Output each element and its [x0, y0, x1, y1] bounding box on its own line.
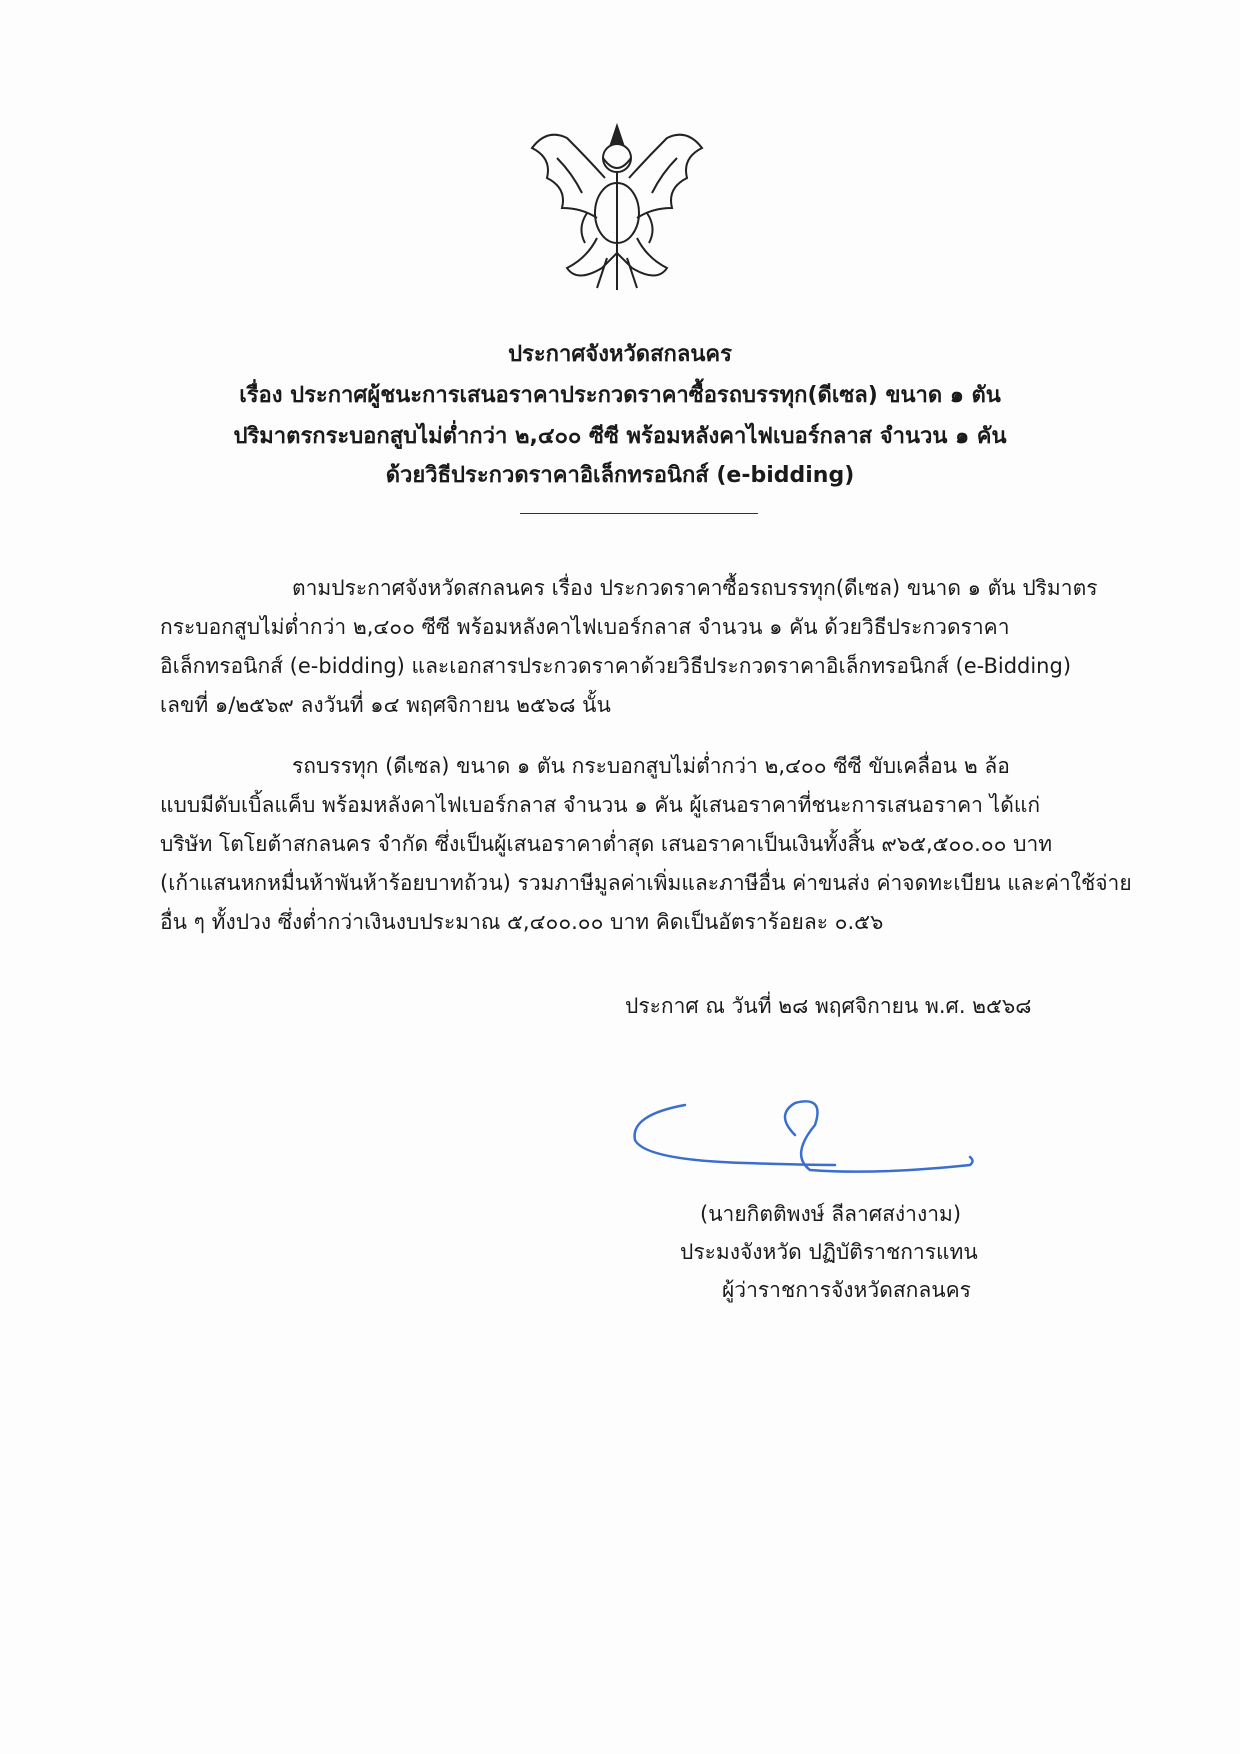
paragraph1-line: กระบอกสูบไม่ต่ำกว่า ๒,๔๐๐ ซีซี พร้อมหลังคาไฟเบอร์กลาส จำนวน ๑ คัน ด้วยวิธีประกวดราคา	[160, 615, 1010, 639]
signatory-on-behalf: ผู้ว่าราชการจังหวัดสกลนคร	[722, 1278, 971, 1302]
signature-icon	[625, 1095, 985, 1195]
subject-line-1: เรื่อง ประกาศผู้ชนะการเสนอราคาประกวดราคาซื้อรถบรรทุก(ดีเซล) ขนาด ๑ ตัน	[239, 383, 1001, 408]
issuer-heading: ประกาศจังหวัดสกลนคร	[508, 342, 732, 367]
subject-line-2: ปริมาตรกระบอกสูบไม่ต่ำกว่า ๒,๔๐๐ ซีซี พร้อมหลังคาไฟเบอร์กลาส จำนวน ๑ คัน	[233, 424, 1007, 449]
signatory-name: (นายกิตติพงษ์ ลีลาศสง่างาม)	[700, 1202, 962, 1226]
signatory-position: ประมงจังหวัด ปฏิบัติราชการแทน	[680, 1240, 978, 1264]
paragraph2-line: บริษัท โตโยต้าสกลนคร จำกัด ซึ่งเป็นผู้เสนอราคาต่ำสุด เสนอราคาเป็นเงินทั้งสิ้น ๙๖๕,๕๐๐.๐๐ บาท	[160, 832, 1053, 856]
paragraph2-line: อื่น ๆ ทั้งปวง ซึ่งต่ำกว่าเงินงบประมาณ ๕,๔๐๐.๐๐ บาท คิดเป็นอัตราร้อยละ ๐.๕๖	[160, 910, 884, 934]
subject-line-3: ด้วยวิธีประกวดราคาอิเล็กทรอนิกส์ (e-bidding)	[385, 463, 855, 488]
paragraph1-line: อิเล็กทรอนิกส์ (e-bidding) และเอกสารประกวดราคาด้วยวิธีประกวดราคาอิเล็กทรอนิกส์ (e-Bidding)	[160, 654, 1072, 678]
paragraph1-line: เลขที่ ๑/๒๕๖๙ ลงวันที่ ๑๔ พฤศจิกายน ๒๕๖๘ นั้น	[160, 693, 611, 717]
paragraph1-line: ตามประกาศจังหวัดสกลนคร เรื่อง ประกวดราคาซื้อรถบรรทุก(ดีเซล) ขนาด ๑ ตัน ปริมาตร	[292, 576, 1098, 600]
divider	[520, 513, 758, 514]
date-line: ประกาศ ณ วันที่ ๒๘ พฤศจิกายน พ.ศ. ๒๕๖๘	[625, 994, 1032, 1018]
paragraph2-line: แบบมีดับเบิ้ลแค็บ พร้อมหลังคาไฟเบอร์กลาส จำนวน ๑ คัน ผู้เสนอราคาที่ชนะการเสนอราคา ได้แก่	[160, 793, 1041, 817]
paragraph2-line: รถบรรทุก (ดีเซล) ขนาด ๑ ตัน กระบอกสูบไม่ต่ำกว่า ๒,๔๐๐ ซีซี ขับเคลื่อน ๒ ล้อ	[292, 754, 1010, 778]
paragraph2-line: (เก้าแสนหกหมื่นห้าพันห้าร้อยบาทถ้วน) รวมภาษีมูลค่าเพิ่มและภาษีอื่น ค่าขนส่ง ค่าจดทะเบียน และค่าใช้จ่าย	[160, 871, 1132, 895]
garuda-emblem-icon	[527, 118, 707, 293]
